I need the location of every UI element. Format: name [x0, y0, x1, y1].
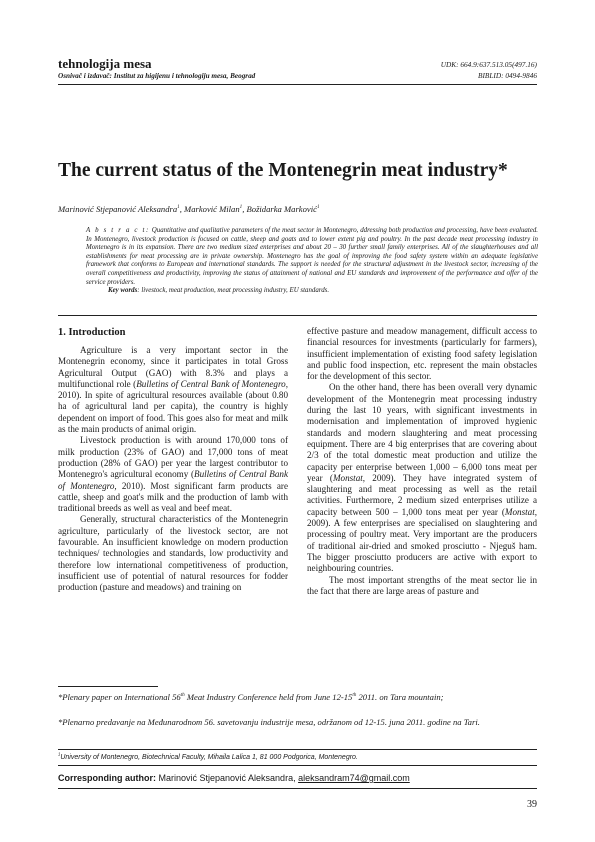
left-column [58, 345, 288, 594]
corr-label: Corresponding author: [58, 773, 156, 783]
publisher-line: Osnivač i izdavač: Institut za higijenu i tehnologiju mesa, Beograd [58, 72, 256, 80]
abstract-text: Quantitative and qualitative parameters of the meat sector in Montenegro, ddressing both production and processing, have been evaluated. In Montenegro, livestock production is focused on cattle, sheep and goats and to lower extent pig and poultry. In the past decade meat processing industry in Montenegro is in its expansion. There are two medium sized enterprises and about 20 – 30 further small family enterprises. All of the slaughterhouses and all establishments for meat processing are in private ownership. Montenegro has the goal of improving the food safety system within an adequate legislative framework that conforms to European and international standards. The support is needed for the structural adjustment in the livestock sector, increasing of the overall competitiveness and productivity, improving the status of attainment of national and EU standards and improvement of the performance and offer of the service providers. [86, 227, 539, 286]
footer-rule [58, 788, 537, 789]
paragraph: Agriculture is a very important sector in the Montenegrin economy, since it participates in total Gross Agricultural Output (GAO) with 8.3% and plays a multifunctional role (Bulletins of Central Bank of Montenegro, 2010). In spite of agricultural resources available (about 0.80 ha of agricultural land per capita), the country is highly dependent on import of food. This goes also for meat and milk as the main products of animal origin. [58, 345, 289, 435]
corr-email-link[interactable]: aleksandram74@gmail.com [298, 773, 410, 783]
affiliation-rule [58, 749, 537, 750]
paragraph: effective pasture and meadow management, difficult access to financial resources for investments (particularly for farmers), insufficient implementation of existing food safety legislation and public food inspection, etc. represent the main obstacles for the development of this sector. [307, 326, 537, 382]
journal-name: tehnologija mesa [58, 56, 152, 71]
abstract-rule [58, 315, 537, 316]
paragraph: Livestock production is with around 170,000 tons of milk production (23% of GAO) and 17,000 tons of meat production (28% of GAO) per year the largest contributor to Montenegro's agricultural economy (Bulletins of Central Bank of Montenegro, 2010). Most significant farm products are cattle, sheep and goat's milk and the production of lamb with traditional breeds as well as veal and beef meat. [58, 435, 288, 514]
author-2: Marković Milan [184, 204, 240, 214]
biblid-code: BIBLID: 0494-9846 [478, 71, 537, 80]
paragraph: Generally, structural characteristics of the Montenegrin agriculture, particularly of the livestock sector, are not favourable. An insufficient knowledge on modern production techniques/ technologies and standards, low productivity and therefore low international competitiveness of production, insufficient use of potential of natural resources for fodder production (pasture and meadows) and training on [58, 514, 288, 593]
keywords-label: Key words [108, 287, 138, 295]
footnote-en: *Plenary paper on International 56th Meat Industry Conference held from June 12-15th 2011. on Tara mountain; [58, 692, 444, 702]
section-heading: 1. Introduction [58, 327, 126, 338]
paper-title: The current status of the Montenegrin meat industry* [58, 160, 508, 181]
abstract [86, 227, 538, 296]
author-1: Marinović Stjepanović Aleksandra [58, 204, 178, 214]
udk-code: UDK: 664.9:637.513.05(497.16) [440, 60, 537, 69]
right-column [307, 326, 537, 597]
abstract-label: A b s t r a c t: [86, 227, 150, 234]
header-rule [58, 84, 537, 85]
footnote-sr: *Plenarno predavanje na Međunarodnom 56. savetovanju industrije mesa, održanom od 12-15. juna 2011. godine na Tari. [58, 717, 480, 727]
paragraph: On the other hand, there has been overall very dynamic development of the Montenegrin meat processing industry during the last 10 years, with significant investments in modernisation and implementation of improved hygienic standards and modern slaughtering and meat processing equipment. There are 4 big enterprises that are covering about 2/3 of the total domestic meat production and utilize the capacity per enterprise between 1,000 – 6,000 tons meat per year (Monstat, 2009). They have integrated system of slaughtering and meat processing as well as the retail activities. Furthermore, 2 medium sized enterprises utilize a capacity between 500 – 1,000 tons meat per year (Monstat, 2009). A few enterprises are specialised on slaughtering and processing of poultry meat. Very important are the producers of traditional air-dried and smoked prosciutto - Njeguš ham. The bigger prosciutto producers are active with export to neighbouring countries. [307, 382, 538, 574]
corresponding-author: Corresponding author: Marinović Stjepanović Aleksandra, aleksandram74@gmail.com [58, 773, 410, 783]
author-list: Marinović Stjepanović Aleksandra$^1$, Marković Milan$^1$, Božidarka Marković$^1$ [58, 204, 320, 214]
keywords-text: : livestock, meat production, meat processing industry, EU standards. [137, 287, 330, 295]
paragraph: The most important strengths of the meat sector lie in the fact that there are large areas of pasture and [307, 574, 537, 596]
footnote-rule [58, 686, 158, 687]
page-number: 39 [527, 799, 537, 810]
corr-rule [58, 765, 537, 766]
author-3: Božidarka Marković [246, 204, 317, 214]
affiliation: $^1$University of Montenegro, Biotechnical Faculty, Mihaila Lalica 1, 81 000 Podgorica, Montenegro. [58, 751, 358, 761]
